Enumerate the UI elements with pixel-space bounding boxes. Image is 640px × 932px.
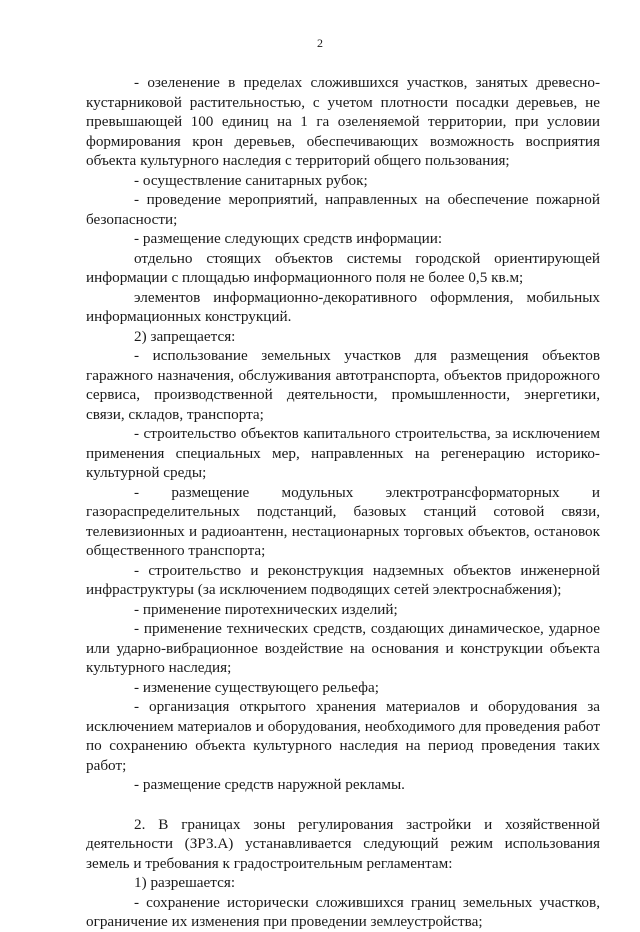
document-body	[86, 73, 600, 932]
paragraph: элементов информационно-декоративного оформления, мобильных информационных конструкций.	[86, 288, 600, 325]
paragraph: - размещение средств наружной рекламы.	[134, 776, 405, 793]
paragraph: - изменение существующего рельефа;	[134, 678, 379, 696]
paragraph: - сохранение исторически сложившихся границ земельных участков, ограничение их изменения при проведении землеустройства;	[86, 893, 600, 930]
paragraph: - размещение модульных электротрансформаторных и газораспределительных подстанций, базовых станций сотовой связи, телевизионных и радиоантенн, нестационарных торговых объектов, остановок общественного транспорта;	[86, 483, 600, 559]
paragraph: - применение пиротехнических изделий;	[134, 600, 398, 618]
page-number: 2	[317, 36, 323, 50]
paragraph: - применение технических средств, создающих динамическое, ударное или ударно-вибрационное воздействие на основания и конструкции объекта культурного наследия;	[86, 620, 600, 676]
paragraph: отдельно стоящих объектов системы городской ориентирующей информации с площадью информационного поля не более 0,5 кв.м;	[86, 249, 600, 286]
section-paragraph: 2. В границах зоны регулирования застройки и хозяйственной деятельности (ЗРЗ.А) устанавливается следующий режим использования земель и требования к градостроительным регламентам:	[86, 815, 600, 872]
paragraph: - озеленение в пределах сложившихся участков, занятых древесно-кустарниковой растительностью, с учетом плотности посадки деревьев, не превышающей 100 единиц на 1 га озеленяемой территории, при условии формирования крон деревьев, обеспечивающих возможность восприятия объекта культурного наследия с территорий общего пользования;	[86, 74, 600, 169]
paragraph: - проведение мероприятий, направленных на обеспечение пожарной безопасности;	[86, 191, 600, 228]
paragraph: - строительство и реконструкция надземных объектов инженерной инфраструктуры (за исключением подводящих сетей электроснабжения);	[86, 561, 600, 598]
paragraph: - размещение следующих средств информации:	[134, 230, 443, 247]
paragraph: 2) запрещается:	[134, 327, 236, 345]
paragraph: 1) разрешается:	[134, 874, 236, 891]
paragraph: - осуществление санитарных рубок;	[134, 171, 368, 189]
paragraph: - организация открытого хранения материалов и оборудования за исключением материалов и оборудования, необходимого для проведения работ по сохранению объекта культурного наследия на период проведения таких работ;	[86, 698, 600, 774]
paragraph: - строительство объектов капитального строительства, за исключением применения специальных мер, направленных на регенерацию историко-культурной среды;	[86, 425, 600, 481]
paragraph: - использование земельных участков для размещения объектов гаражного назначения, обслуживания автотранспорта, объектов придорожного сервиса, производственной деятельности, промышленности, энергетики, связи, складов, транспорта;	[86, 347, 600, 423]
